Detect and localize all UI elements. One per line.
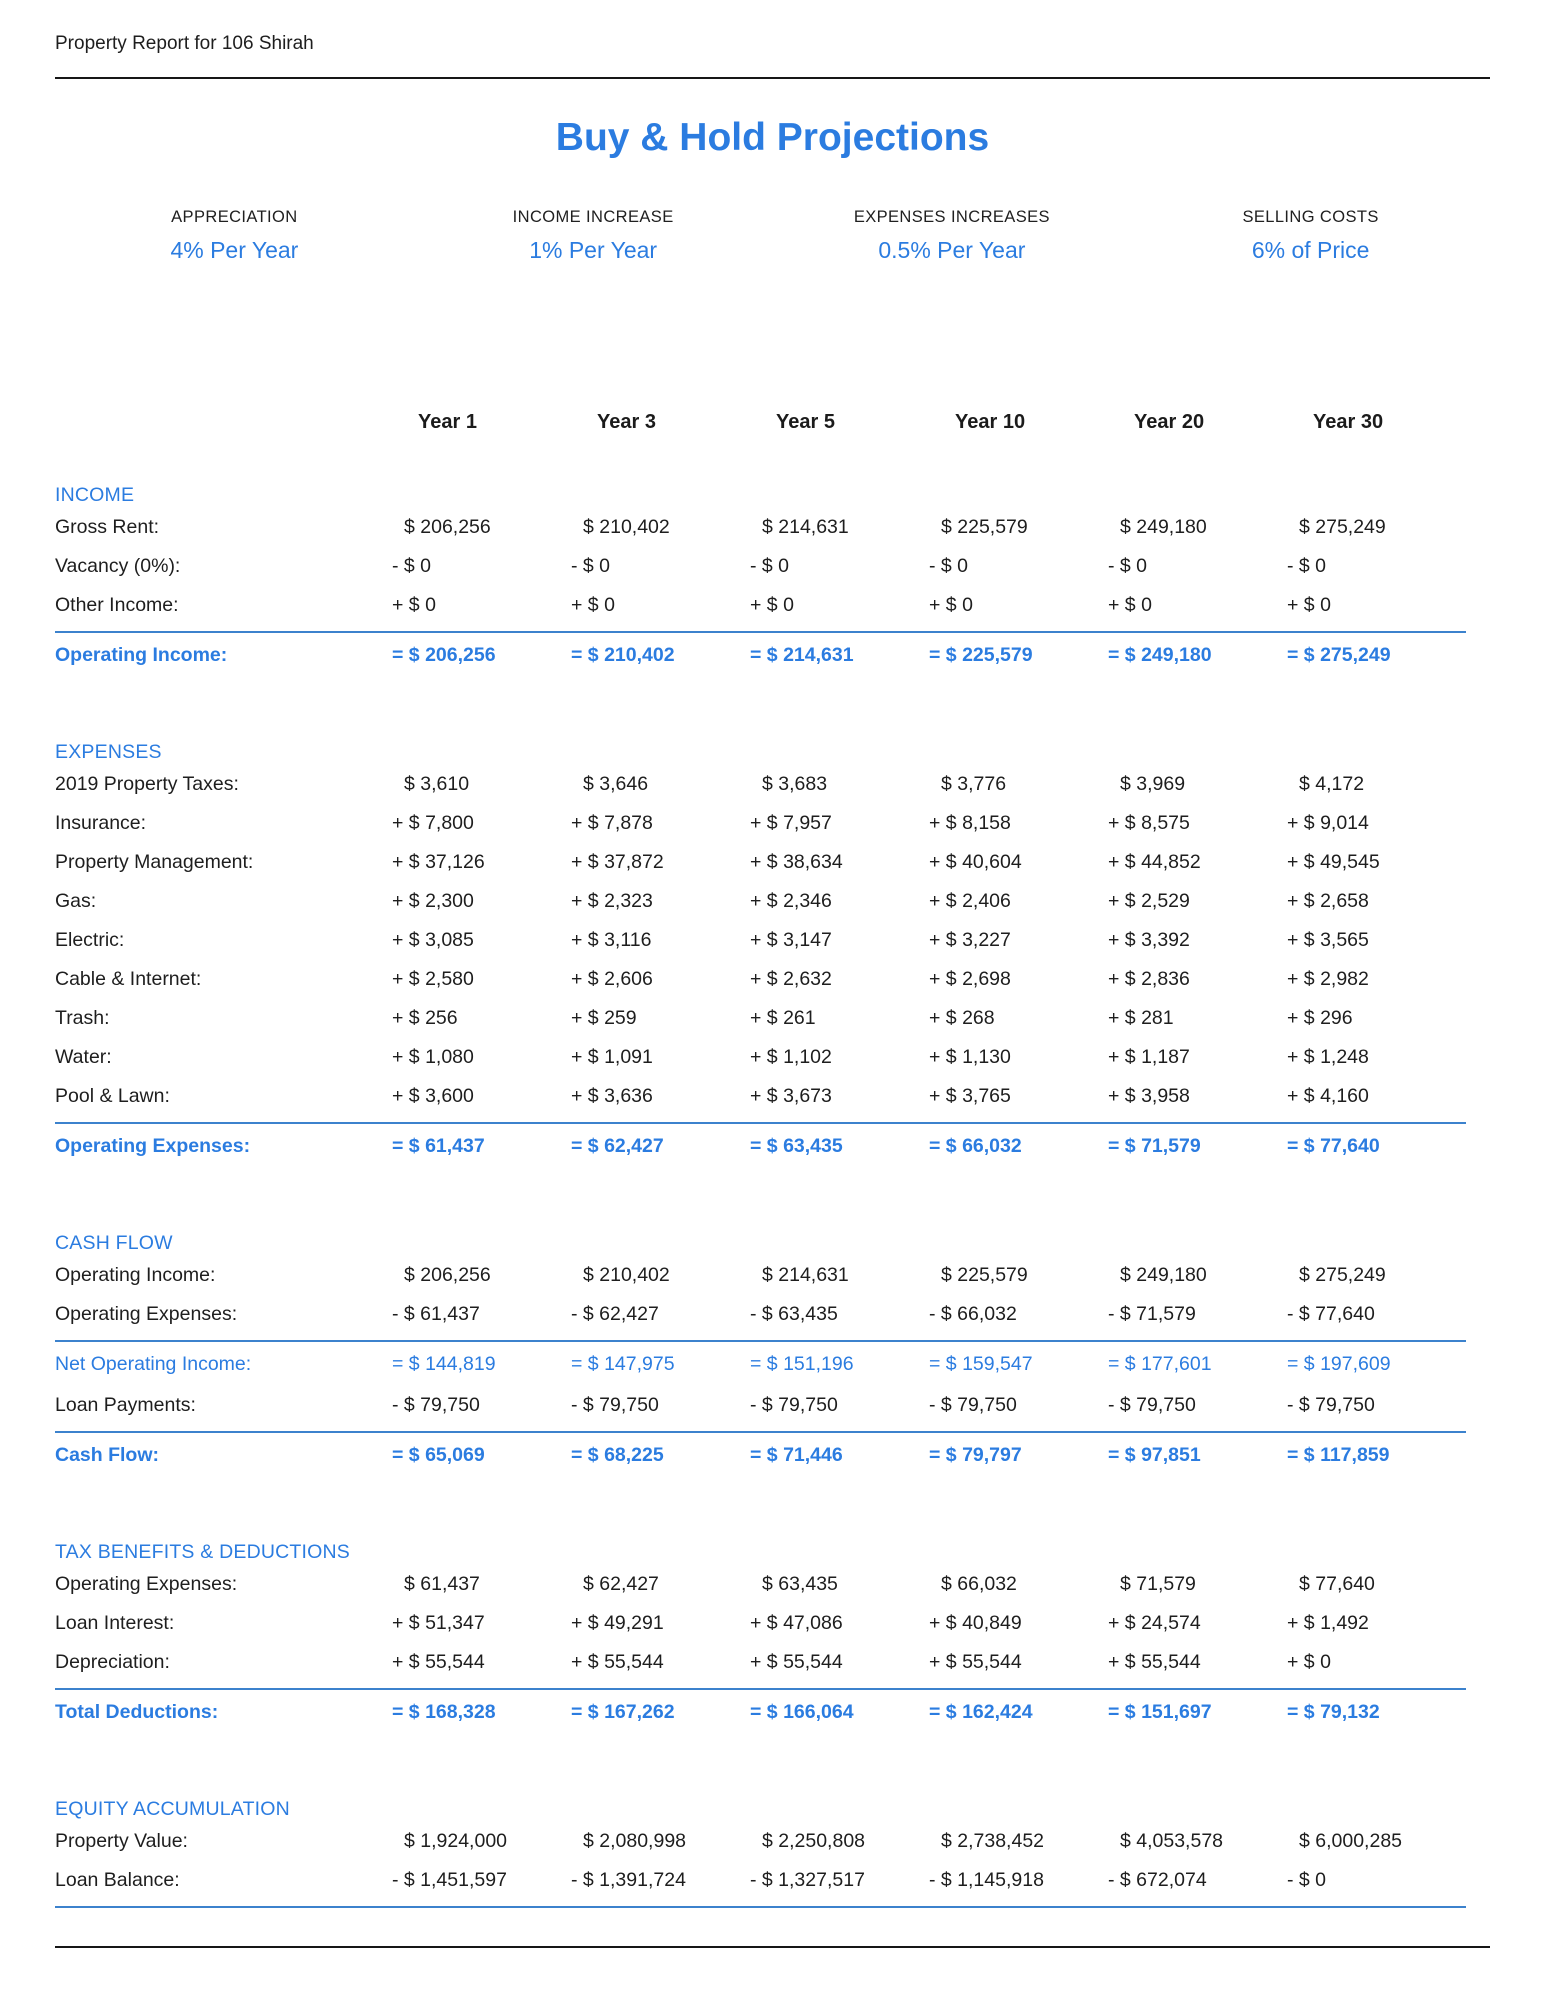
value-cell: - $ 0 xyxy=(1287,1869,1327,1891)
value-cell: + $ 2,606 xyxy=(571,968,653,990)
row-label: Loan Payments: xyxy=(55,1394,196,1416)
row-label: Operating Expenses: xyxy=(55,1134,251,1157)
row-label: Trash: xyxy=(55,1007,110,1029)
value-cell: $ 249,180 xyxy=(1120,1264,1207,1286)
value-cell: = $ 206,256 xyxy=(392,643,496,666)
table-row xyxy=(55,1433,1466,1477)
value-cell: $ 3,776 xyxy=(941,773,1007,795)
value-cell: + $ 2,982 xyxy=(1287,968,1369,990)
section-title: EQUITY ACCUMULATION xyxy=(55,1798,290,1820)
value-cell: = $ 144,819 xyxy=(392,1352,496,1375)
assumption-label: INCOME INCREASE xyxy=(512,208,674,226)
value-cell: + $ 3,958 xyxy=(1108,1085,1190,1107)
value-cell: = $ 151,196 xyxy=(750,1352,854,1375)
value-cell: + $ 1,187 xyxy=(1108,1046,1190,1068)
row-label: Other Income: xyxy=(55,594,179,616)
table-row xyxy=(55,1256,1466,1295)
row-label: 2019 Property Taxes: xyxy=(55,773,239,795)
assumption-label: EXPENSES INCREASES xyxy=(853,208,1050,226)
row-label: Operating Income: xyxy=(55,643,228,666)
value-cell: + $ 0 xyxy=(571,594,615,616)
value-cell: = $ 66,032 xyxy=(929,1134,1022,1157)
row-label: Insurance: xyxy=(55,812,147,834)
value-cell: = $ 167,262 xyxy=(571,1700,675,1723)
table-row xyxy=(55,843,1466,882)
value-cell: - $ 79,750 xyxy=(1287,1394,1375,1416)
value-cell: $ 3,646 xyxy=(583,773,649,795)
row-label: Gas: xyxy=(55,890,97,912)
value-cell: = $ 65,069 xyxy=(392,1443,485,1466)
value-cell: $ 77,640 xyxy=(1299,1573,1375,1595)
value-cell: - $ 79,750 xyxy=(750,1394,838,1416)
value-cell: - $ 79,750 xyxy=(1108,1394,1196,1416)
document-title: Property Report for 106 Shirah xyxy=(55,33,314,54)
value-cell: $ 214,631 xyxy=(762,1264,849,1286)
assumption-value: 1% Per Year xyxy=(529,237,658,263)
value-cell: + $ 0 xyxy=(1108,594,1152,616)
value-cell: + $ 2,632 xyxy=(750,968,832,990)
value-cell: + $ 4,160 xyxy=(1287,1085,1369,1107)
value-cell: - $ 0 xyxy=(392,555,432,577)
value-cell: = $ 77,640 xyxy=(1287,1134,1380,1157)
value-cell: + $ 261 xyxy=(750,1007,816,1029)
value-cell: + $ 38,634 xyxy=(750,851,843,873)
value-cell: = $ 97,851 xyxy=(1108,1443,1201,1466)
value-cell: = $ 71,579 xyxy=(1108,1134,1201,1157)
value-cell: = $ 225,579 xyxy=(929,643,1033,666)
assumption-item xyxy=(55,207,414,264)
value-cell: + $ 1,102 xyxy=(750,1046,832,1068)
value-cell: - $ 66,032 xyxy=(929,1303,1017,1325)
value-cell: = $ 275,249 xyxy=(1287,643,1391,666)
year-column-header: Year 5 xyxy=(776,410,835,433)
value-cell: $ 3,610 xyxy=(404,773,470,795)
value-cell: - $ 79,750 xyxy=(392,1394,480,1416)
table-row xyxy=(55,1861,1466,1900)
value-cell: $ 210,402 xyxy=(583,1264,670,1286)
value-cell: + $ 7,957 xyxy=(750,812,832,834)
table-row xyxy=(55,1038,1466,1077)
value-cell: = $ 151,697 xyxy=(1108,1700,1212,1723)
value-cell: $ 3,969 xyxy=(1120,773,1186,795)
value-cell: - $ 1,145,918 xyxy=(929,1869,1044,1891)
value-cell: - $ 0 xyxy=(750,555,790,577)
value-cell: + $ 3,392 xyxy=(1108,929,1190,951)
value-cell: + $ 0 xyxy=(1287,1651,1331,1673)
value-cell: + $ 1,091 xyxy=(571,1046,653,1068)
value-cell: = $ 147,975 xyxy=(571,1352,675,1375)
value-cell: $ 6,000,285 xyxy=(1299,1830,1403,1852)
value-cell: $ 3,683 xyxy=(762,773,828,795)
section-title: INCOME xyxy=(55,484,135,506)
projections-table xyxy=(55,482,1466,1908)
table-row xyxy=(55,765,1466,804)
row-label: Operating Income: xyxy=(55,1264,216,1286)
assumption-value: 4% Per Year xyxy=(170,237,299,263)
value-cell: - $ 79,750 xyxy=(929,1394,1017,1416)
value-cell: - $ 1,451,597 xyxy=(392,1869,507,1891)
assumption-label: SELLING COSTS xyxy=(1242,208,1379,226)
value-cell: + $ 2,406 xyxy=(929,890,1011,912)
value-cell: $ 206,256 xyxy=(404,1264,491,1286)
value-cell: = $ 159,547 xyxy=(929,1352,1033,1375)
table-row xyxy=(55,633,1466,677)
value-cell: - $ 79,750 xyxy=(571,1394,659,1416)
value-cell: = $ 197,609 xyxy=(1287,1352,1391,1375)
value-cell: = $ 117,859 xyxy=(1287,1443,1390,1466)
table-row xyxy=(55,882,1466,921)
value-cell: $ 206,256 xyxy=(404,516,491,538)
value-cell: + $ 2,529 xyxy=(1108,890,1190,912)
value-cell: + $ 9,014 xyxy=(1287,812,1369,834)
value-cell: = $ 162,424 xyxy=(929,1700,1033,1723)
value-cell: + $ 7,800 xyxy=(392,812,474,834)
value-cell: + $ 268 xyxy=(929,1007,995,1029)
value-cell: + $ 55,544 xyxy=(392,1651,485,1673)
value-cell: + $ 1,492 xyxy=(1287,1612,1369,1634)
assumption-item xyxy=(773,207,1132,264)
value-cell: = $ 177,601 xyxy=(1108,1352,1212,1375)
footer-divider xyxy=(55,1946,1490,1948)
value-cell: + $ 1,130 xyxy=(929,1046,1011,1068)
value-cell: + $ 55,544 xyxy=(571,1651,664,1673)
value-cell: = $ 166,064 xyxy=(750,1700,854,1723)
value-cell: + $ 8,575 xyxy=(1108,812,1190,834)
table-row xyxy=(55,586,1466,625)
value-cell: + $ 2,698 xyxy=(929,968,1011,990)
value-cell: $ 249,180 xyxy=(1120,516,1207,538)
value-cell: = $ 249,180 xyxy=(1108,643,1212,666)
value-cell: $ 71,579 xyxy=(1120,1573,1196,1595)
row-label: Property Management: xyxy=(55,851,254,873)
value-cell: $ 62,427 xyxy=(583,1573,659,1595)
value-cell: + $ 3,227 xyxy=(929,929,1011,951)
row-label: Depreciation: xyxy=(55,1651,170,1673)
value-cell: + $ 259 xyxy=(571,1007,637,1029)
year-header-row xyxy=(55,402,1466,442)
value-cell: = $ 71,446 xyxy=(750,1443,843,1466)
value-cell: $ 2,250,808 xyxy=(762,1830,866,1852)
row-label: Loan Interest: xyxy=(55,1612,175,1634)
value-cell: = $ 63,435 xyxy=(750,1134,843,1157)
value-cell: $ 4,053,578 xyxy=(1120,1830,1224,1852)
table-row xyxy=(55,1690,1466,1734)
page-title: Buy & Hold Projections xyxy=(555,116,990,159)
value-cell: $ 275,249 xyxy=(1299,516,1386,538)
value-cell: + $ 55,544 xyxy=(929,1651,1022,1673)
assumption-item xyxy=(1131,207,1490,264)
value-cell: $ 1,924,000 xyxy=(404,1830,508,1852)
row-label: Net Operating Income: xyxy=(55,1352,252,1375)
value-cell: + $ 0 xyxy=(929,594,973,616)
value-cell: + $ 47,086 xyxy=(750,1612,843,1634)
value-cell: = $ 79,797 xyxy=(929,1443,1022,1466)
value-cell: - $ 62,427 xyxy=(571,1303,659,1325)
row-label: Property Value: xyxy=(55,1830,188,1852)
table-row xyxy=(55,508,1466,547)
table-row xyxy=(55,999,1466,1038)
value-cell: + $ 3,147 xyxy=(750,929,832,951)
value-cell: = $ 168,328 xyxy=(392,1700,496,1723)
value-cell: + $ 1,080 xyxy=(392,1046,474,1068)
assumption-value: 6% of Price xyxy=(1251,237,1370,263)
value-cell: + $ 296 xyxy=(1287,1007,1353,1029)
value-cell: + $ 37,872 xyxy=(571,851,664,873)
value-cell: $ 63,435 xyxy=(762,1573,838,1595)
value-cell: - $ 71,579 xyxy=(1108,1303,1196,1325)
table-row xyxy=(55,921,1466,960)
value-cell: - $ 0 xyxy=(571,555,611,577)
assumption-value: 0.5% Per Year xyxy=(878,237,1026,263)
value-cell: + $ 49,545 xyxy=(1287,851,1380,873)
year-column-header: Year 30 xyxy=(1313,410,1384,433)
value-cell: + $ 2,580 xyxy=(392,968,474,990)
value-cell: $ 225,579 xyxy=(941,516,1028,538)
value-cell: = $ 214,631 xyxy=(750,643,854,666)
table-row xyxy=(55,804,1466,843)
divider-rule xyxy=(55,1906,1466,1908)
value-cell: $ 61,437 xyxy=(404,1573,480,1595)
row-label: Electric: xyxy=(55,929,125,951)
table-row xyxy=(55,960,1466,999)
year-column-header: Year 10 xyxy=(955,410,1026,433)
table-row xyxy=(55,1604,1466,1643)
value-cell: + $ 7,878 xyxy=(571,812,653,834)
assumption-label: APPRECIATION xyxy=(171,208,298,226)
section-title: TAX BENEFITS & DEDUCTIONS xyxy=(55,1541,351,1563)
value-cell: - $ 0 xyxy=(1108,555,1148,577)
assumptions-row xyxy=(55,207,1490,264)
table-row xyxy=(55,1643,1466,1682)
value-cell: $ 275,249 xyxy=(1299,1264,1386,1286)
value-cell: + $ 55,544 xyxy=(750,1651,843,1673)
value-cell: + $ 24,574 xyxy=(1108,1612,1201,1634)
value-cell: $ 225,579 xyxy=(941,1264,1028,1286)
year-column-header: Year 20 xyxy=(1134,410,1205,433)
value-cell: - $ 63,435 xyxy=(750,1303,838,1325)
value-cell: + $ 51,347 xyxy=(392,1612,485,1634)
section-title: EXPENSES xyxy=(55,741,162,763)
table-row xyxy=(55,1124,1466,1168)
value-cell: = $ 61,437 xyxy=(392,1134,485,1157)
value-cell: + $ 8,158 xyxy=(929,812,1011,834)
value-cell: - $ 672,074 xyxy=(1108,1869,1207,1891)
value-cell: = $ 79,132 xyxy=(1287,1700,1380,1723)
section-title: CASH FLOW xyxy=(55,1232,173,1254)
value-cell: + $ 2,346 xyxy=(750,890,832,912)
value-cell: + $ 0 xyxy=(1287,594,1331,616)
row-label: Loan Balance: xyxy=(55,1869,180,1891)
value-cell: - $ 1,327,517 xyxy=(750,1869,865,1891)
row-label: Operating Expenses: xyxy=(55,1303,238,1325)
row-label: Total Deductions: xyxy=(55,1700,219,1723)
value-cell: $ 2,080,998 xyxy=(583,1830,687,1852)
row-label: Vacancy (0%): xyxy=(55,555,181,577)
value-cell: + $ 2,300 xyxy=(392,890,474,912)
value-cell: = $ 210,402 xyxy=(571,643,675,666)
row-label: Cable & Internet: xyxy=(55,968,202,990)
header-divider xyxy=(55,77,1490,79)
value-cell: - $ 1,391,724 xyxy=(571,1869,686,1891)
row-label: Gross Rent: xyxy=(55,516,160,538)
value-cell: $ 214,631 xyxy=(762,516,849,538)
table-row xyxy=(55,1386,1466,1425)
year-column-header: Year 1 xyxy=(418,410,477,433)
table-row xyxy=(55,1295,1466,1334)
value-cell: + $ 3,116 xyxy=(571,929,652,951)
value-cell: + $ 3,085 xyxy=(392,929,474,951)
value-cell: + $ 281 xyxy=(1108,1007,1174,1029)
row-label: Operating Expenses: xyxy=(55,1573,238,1595)
value-cell: + $ 37,126 xyxy=(392,851,485,873)
value-cell: + $ 0 xyxy=(392,594,436,616)
row-label: Pool & Lawn: xyxy=(55,1085,170,1107)
table-row xyxy=(55,1342,1466,1386)
value-cell: + $ 49,291 xyxy=(571,1612,664,1634)
value-cell: $ 66,032 xyxy=(941,1573,1017,1595)
value-cell: $ 4,172 xyxy=(1299,773,1365,795)
year-column-header: Year 3 xyxy=(597,410,656,433)
value-cell: + $ 256 xyxy=(392,1007,458,1029)
value-cell: + $ 3,600 xyxy=(392,1085,474,1107)
table-row xyxy=(55,1077,1466,1116)
value-cell: $ 210,402 xyxy=(583,516,670,538)
row-label: Water: xyxy=(55,1046,112,1068)
value-cell: + $ 2,836 xyxy=(1108,968,1190,990)
value-cell: - $ 0 xyxy=(929,555,969,577)
value-cell: + $ 2,323 xyxy=(571,890,653,912)
value-cell: + $ 3,673 xyxy=(750,1085,832,1107)
value-cell: + $ 40,604 xyxy=(929,851,1022,873)
assumption-item xyxy=(414,207,773,264)
row-label: Cash Flow: xyxy=(55,1443,160,1466)
value-cell: + $ 55,544 xyxy=(1108,1651,1201,1673)
value-cell: - $ 61,437 xyxy=(392,1303,480,1325)
table-row xyxy=(55,1822,1466,1861)
value-cell: $ 2,738,452 xyxy=(941,1830,1045,1852)
value-cell: + $ 3,765 xyxy=(929,1085,1011,1107)
value-cell: + $ 1,248 xyxy=(1287,1046,1369,1068)
value-cell: + $ 40,849 xyxy=(929,1612,1022,1634)
value-cell: + $ 44,852 xyxy=(1108,851,1201,873)
table-row xyxy=(55,1565,1466,1604)
value-cell: + $ 0 xyxy=(750,594,794,616)
value-cell: = $ 62,427 xyxy=(571,1134,664,1157)
value-cell: = $ 68,225 xyxy=(571,1443,664,1466)
value-cell: + $ 3,636 xyxy=(571,1085,653,1107)
value-cell: - $ 77,640 xyxy=(1287,1303,1375,1325)
value-cell: + $ 2,658 xyxy=(1287,890,1369,912)
table-row xyxy=(55,547,1466,586)
value-cell: - $ 0 xyxy=(1287,555,1327,577)
value-cell: + $ 3,565 xyxy=(1287,929,1369,951)
